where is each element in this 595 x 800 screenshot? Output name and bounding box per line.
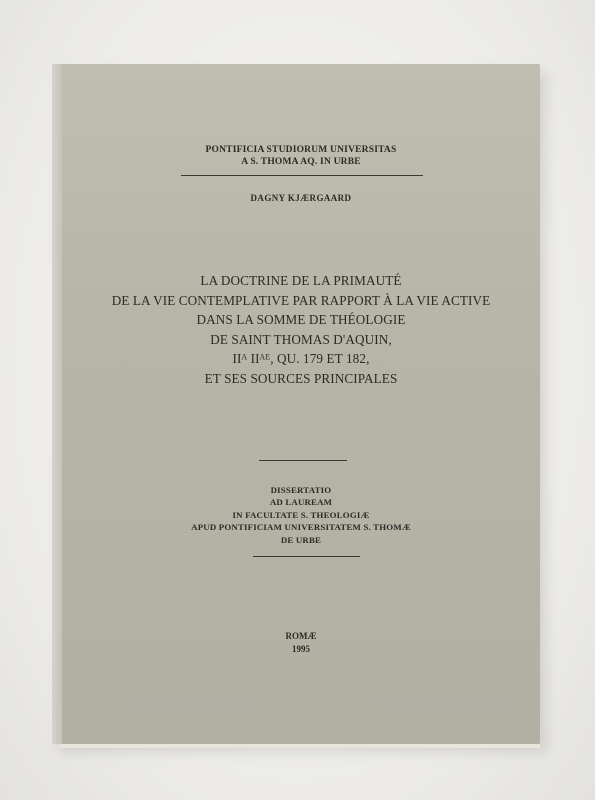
book-spine [52,64,62,744]
dissertation-line-5: DE URBE [280,534,322,545]
title-line-2: DE LA VIE CONTEMPLATIVE PAR RAPPORT À LA VIE ACTIVE [111,292,491,308]
dissertation-line-2: AD LAUREAM [269,497,333,508]
dissertation-line-1: DISSERTATIO [270,485,332,495]
cover-text [62,64,540,744]
author-name: DAGNY KJÆRGAARD [250,193,352,203]
publication-city: ROMÆ [285,631,317,641]
dissertation-line-3: IN FACULTATE S. THEOLOGIÆ [232,509,370,520]
institution-line-2: A S. THOMA AQ. IN URBE [241,157,361,167]
title-line-6: ET SES SOURCES PRINCIPALES [204,370,398,386]
dissertation-block [62,484,540,546]
publication-info [62,630,540,656]
institution-block [62,144,540,168]
title-line-1: LA DOCTRINE DE LA PRIMAUTÉ [200,273,402,288]
title-line-3: DANS LA SOMME DE THÉOLOGIE [196,312,406,328]
dissertation-line-4: APUD PONTIFICIAM UNIVERSITATEM S. THOMÆ [191,522,411,533]
page-edges [60,744,540,748]
title-line-4: DE SAINT THOMAS D'AQUIN, [210,331,392,347]
divider-rule-top [181,175,423,176]
publication-year: 1995 [292,644,310,654]
institution-line-1: PONTIFICIA STUDIORUM UNIVERSITAS [205,145,397,155]
divider-rule-middle [259,460,347,461]
title-line-5: IIᴬ IIᴬᴱ, QU. 179 ET 182, [232,351,370,367]
book-title [62,271,540,389]
divider-rule-bottom [253,556,360,557]
book-cover [52,64,540,744]
